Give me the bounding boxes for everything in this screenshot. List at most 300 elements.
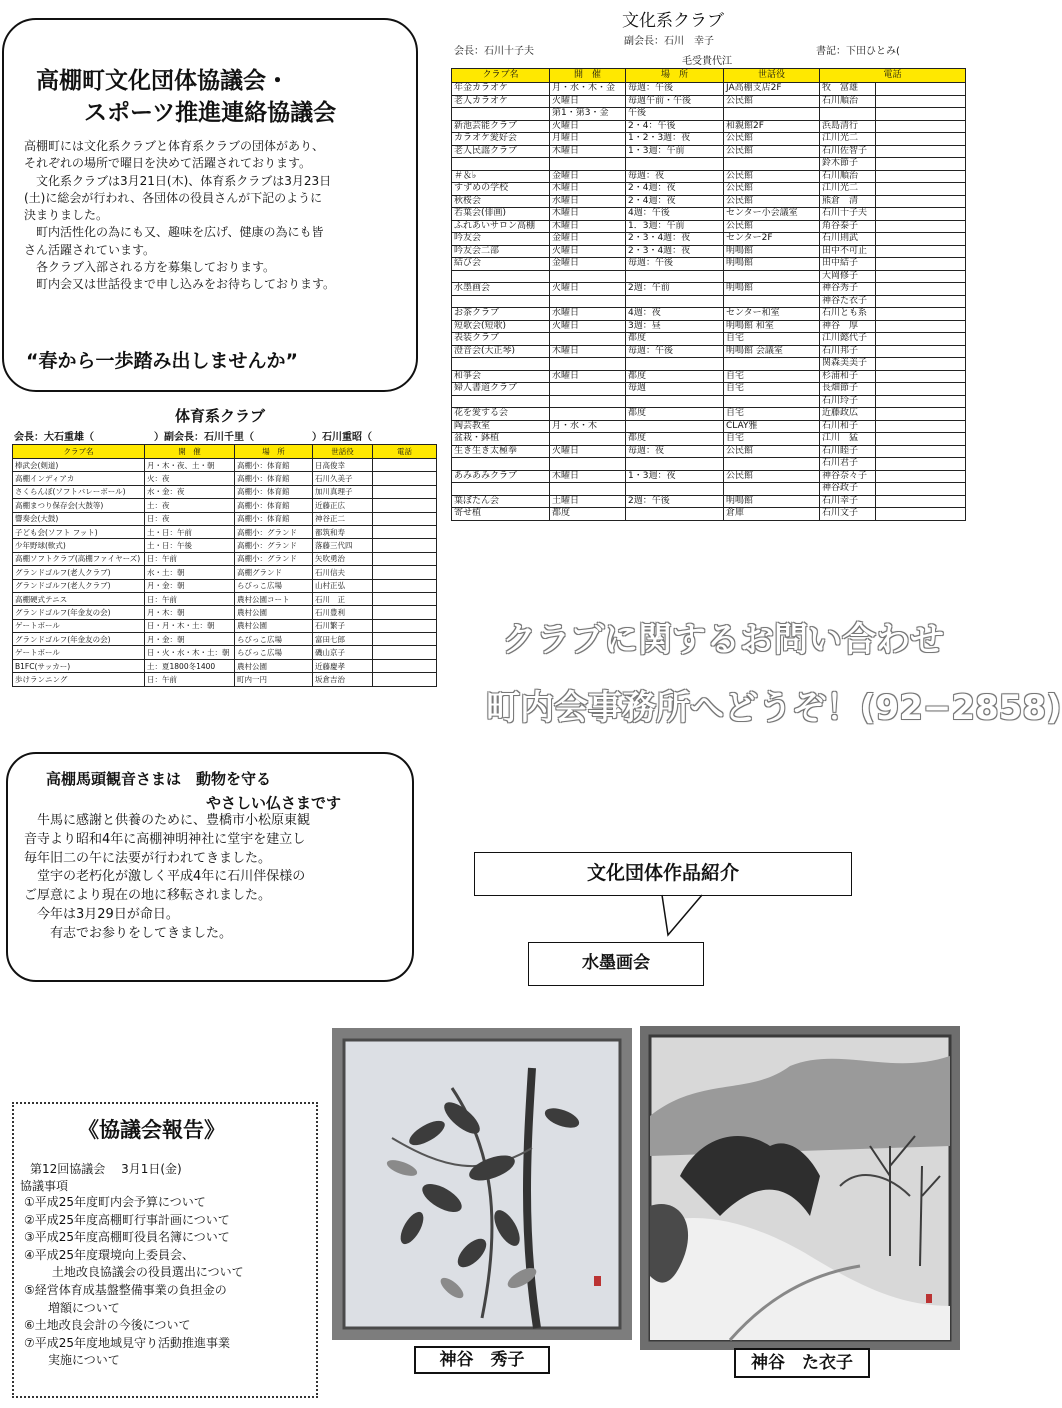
culture-table-cell: 明鳴館 会議室 [724,345,820,358]
culture-table-cell: お茶クラブ [452,308,550,321]
sports-header-row [13,445,437,459]
culture-table-cell [724,483,820,496]
culture-table-row [452,245,966,258]
culture-table-cell: 月曜日 [550,133,626,146]
culture-table-cell: 石川順治 [820,170,876,183]
sports-table-cell: 高棚小：グランド [235,539,313,552]
culture-table-row [452,170,966,183]
sports-table-cell: 高棚インディアカ [13,472,145,485]
culture-table-cell [452,295,550,308]
culture-vice2: 毛受貴代江 [682,56,732,67]
sports-table-cell [373,566,437,579]
culture-table-cell: 石川睦子 [820,445,876,458]
sports-title: 体育系クラブ [175,407,266,425]
kannon-line: 牛馬に感謝と供養のために、豊橋市小松原東観 [24,813,311,828]
culture-table-cell: 和親館2F [724,120,820,133]
culture-table-cell: 秋桜会 [452,195,550,208]
culture-chair: 会長：石川十子夫 [454,46,534,57]
sports-table-cell: 棒武会(剣道) [13,459,145,472]
culture-table-cell: 都度 [626,370,724,383]
sports-table-cell: 町内一円 [235,673,313,686]
culture-table-cell [876,108,966,121]
culture-table-row [452,95,966,108]
culture-table-row [452,483,966,496]
sports-table-row [13,619,437,632]
culture-table-cell: 1・3週：午前 [626,145,724,158]
intro-line: (土)に総会が行われ、各団体の役員さんが下記のように [24,190,323,205]
culture-table-cell [724,358,820,371]
culture-table-cell: 石川玲子 [820,395,876,408]
culture-table-cell: 午後 [626,108,724,121]
culture-table-cell: 毎週：夜 [626,445,724,458]
culture-table-cell: 都度 [626,433,724,446]
culture-table-cell: 水曜日 [550,308,626,321]
ink-painting-plant [332,1028,632,1340]
culture-table-row [452,258,966,271]
sports-table-cell: 富田七郎 [313,633,373,646]
culture-table-cell [724,270,820,283]
culture-table-cell: 婦人書道クラブ [452,383,550,396]
culture-table-cell: 神谷 厚 [820,320,876,333]
culture-table-cell [876,395,966,408]
culture-table-cell: 大岡修子 [820,270,876,283]
culture-table-cell [876,358,966,371]
sports-table-cell: 高棚小：グランド [235,552,313,565]
sports-table-cell: 高棚まつり保存会(大鼓等) [13,499,145,512]
sports-table-cell: 少年野球(軟式) [13,539,145,552]
culture-table-cell: 年金カラオケ [452,83,550,96]
culture-table-cell [452,458,550,471]
culture-table-cell: 火曜日 [550,283,626,296]
culture-table-cell: センター小会議室 [724,208,820,221]
sports-table-cell: 日：午前 [145,592,235,605]
culture-table-cell [626,420,724,433]
culture-table-cell [876,95,966,108]
sports-table-row [13,459,437,472]
culture-table-cell: あみあみクラブ [452,470,550,483]
intro-line: さん活躍されています。 [24,242,156,257]
sports-table-cell: らびっこ広場 [235,579,313,592]
sports-table-cell: グランドゴルフ(年金友の会) [13,633,145,646]
culture-secretary: 書記：下田ひとみ( [816,46,900,57]
kannon-line: 堂宇の老朽化が激しく平成4年に石川伴保様の [24,869,306,885]
culture-table-cell: 公民館 [724,195,820,208]
kannon-line: 今年は3月29日が命日。 [24,906,179,922]
sports-table-row [13,552,437,565]
sports-table-cell: 土：夏1800冬1400 [145,659,235,672]
culture-table-cell: 神谷た衣子 [820,295,876,308]
sports-table-cell: 月・木：朝 [145,606,235,619]
culture-table-cell [626,158,724,171]
artist-name-2: 神谷 た衣子 [734,1348,870,1378]
sports-table-cell: 農村公園 [235,619,313,632]
culture-table-row [452,233,966,246]
sports-vice: ）副会長：石川千里（ [154,432,254,443]
sports-table-cell [373,659,437,672]
culture-table-cell: 都度 [550,508,626,521]
sports-table-cell: らびっこ広場 [235,633,313,646]
sports-table-cell: 矢吹勇治 [313,552,373,565]
culture-table-cell: 2週：午後 [626,495,724,508]
culture-table-cell [550,395,626,408]
report-item: ①平成25年度町内会予算について [24,1195,206,1209]
sports-table-row [13,579,437,592]
culture-table-cell: 土曜日 [550,495,626,508]
intro-line: 各クラブ入部される方を募集しております。 [24,260,276,275]
culture-table-cell [876,283,966,296]
culture-table-row [452,370,966,383]
culture-table-cell: 金曜日 [550,233,626,246]
culture-table-cell [876,445,966,458]
culture-table-cell [876,258,966,271]
culture-table-cell: 若葉会(俳画) [452,208,550,221]
report-title: 《協議会報告》 [78,1118,225,1142]
culture-table-cell: 1・2・3週：夜 [626,133,724,146]
culture-table-cell [876,308,966,321]
sports-table-row [13,673,437,686]
culture-table-cell [876,408,966,421]
culture-table-cell: 3週：昼 [626,320,724,333]
culture-table-cell [876,270,966,283]
culture-table-row [452,108,966,121]
culture-table-cell: 毎週：午後 [626,345,724,358]
culture-table-row [452,83,966,96]
sports-table-cell: 日：午前 [145,673,235,686]
culture-table-cell: すずめの学校 [452,183,550,196]
culture-table-cell [452,358,550,371]
intro-line: 文化系クラブは3月21日(木)、体育系クラブは3月23日 [24,173,332,188]
culture-header-cell: 開 催 [550,69,626,83]
kannon-heading2: やさしい仏さまです [206,794,342,812]
culture-table-cell: 木曜日 [550,208,626,221]
culture-table-cell: 石川とも系 [820,308,876,321]
culture-table-cell: 金曜日 [550,258,626,271]
sports-table-cell: 石川 正 [313,592,373,605]
culture-table-row [452,145,966,158]
intro-title-line2: スポーツ推進連絡協議会 [84,100,337,126]
sports-table-cell [373,472,437,485]
culture-table-row [452,270,966,283]
intro-line: それぞれの場所で曜日を決めて活躍されております。 [24,156,312,171]
kannon-box [6,752,414,982]
culture-table-cell [452,483,550,496]
culture-table-cell [626,395,724,408]
sports-table-cell: 月・金：朝 [145,633,235,646]
culture-table-row [452,345,966,358]
culture-table-cell [452,395,550,408]
sports-table-cell: 高棚小：体育館 [235,472,313,485]
culture-table-cell: 澄音会(大正琴) [452,345,550,358]
culture-table-cell: 江川懿代子 [820,333,876,346]
culture-table-cell [626,508,724,521]
culture-table-cell: JA高棚支店2F [724,83,820,96]
sports-table-cell: グランドゴルフ(老人クラブ) [13,579,145,592]
culture-table-cell: 江川光二 [820,183,876,196]
kannon-body [24,812,310,944]
sports-table-cell [373,539,437,552]
culture-header-cell: 電話 [820,69,966,83]
culture-table-cell [876,158,966,171]
culture-table-cell: 月・水・木・金 [550,83,626,96]
culture-table-cell: 石川和子 [820,420,876,433]
culture-table-cell [876,483,966,496]
works-title-box: 文化団体作品紹介 [474,852,852,896]
intro-box [2,18,418,392]
culture-table-cell: 木曜日 [550,470,626,483]
contact-line2: 町内会事務所へどうぞ！(92−2858) [486,688,1062,728]
sports-table-cell: 歩けランニング [13,673,145,686]
sports-table-cell: 農村公園コート [235,592,313,605]
culture-table-cell [550,158,626,171]
culture-table-cell [876,345,966,358]
sports-header-cell: 場 所 [235,445,313,459]
culture-table-cell: 神谷奈々子 [820,470,876,483]
sports-table-row [13,539,437,552]
sports-table-cell: 石川信夫 [313,566,373,579]
sports-table-cell: 子ども会(ソフト フット) [13,525,145,538]
culture-table-cell: ふれあいサロン高棚 [452,220,550,233]
sports-table-row [13,659,437,672]
culture-table-cell: 都度 [626,333,724,346]
sports-table-cell: 土：夜 [145,499,235,512]
culture-table-cell: 4週：夜 [626,308,724,321]
artist-name-1: 神谷 秀子 [414,1346,550,1374]
report-item: ⑤経営体育成基盤整備事業の負担金の [24,1282,227,1297]
contact-line1: クラブに関するお問い合わせ [502,620,944,660]
culture-table-cell: 神谷政子 [820,483,876,496]
culture-table-row [452,333,966,346]
culture-table-cell [876,120,966,133]
culture-table-cell: 水曜日 [550,195,626,208]
sports-table-row [13,499,437,512]
intro-line: 高棚町には文化系クラブと体育系クラブの団体があり、 [24,139,325,153]
culture-table-cell [876,145,966,158]
culture-table-cell: 明鳴館 [724,245,820,258]
culture-table-cell [724,108,820,121]
culture-table-cell: 石川順治 [820,95,876,108]
sports-table-cell [373,646,437,659]
sports-table-cell: 高棚ソフトクラブ(高棚ファイヤーズ) [13,552,145,565]
culture-table-cell [724,158,820,171]
culture-table-cell: 牧 富雄 [820,83,876,96]
culture-table-cell: 結び会 [452,258,550,271]
culture-table-cell: 石川邦子 [820,345,876,358]
sports-table-cell [373,499,437,512]
culture-table-cell [876,233,966,246]
culture-table-cell: センター2F [724,233,820,246]
culture-table-cell [876,245,966,258]
culture-table-row [452,433,966,446]
sports-table-cell: 落藤三代四 [313,539,373,552]
culture-table-cell [876,458,966,471]
culture-table-cell: 1．3週：午前 [626,220,724,233]
culture-table-cell: 2・3・4週：夜 [626,245,724,258]
culture-table-cell: 鈴木節子 [820,158,876,171]
sports-table-cell: 高棚小：体育館 [235,485,313,498]
sports-table-cell: 響奏会(大鼓) [13,512,145,525]
sports-table-cell: グランドゴルフ(年金友の会) [13,606,145,619]
culture-table-row [452,133,966,146]
sports-table-cell [373,525,437,538]
culture-table-cell: 4週：午後 [626,208,724,221]
culture-table-cell [876,470,966,483]
culture-table-row [452,220,966,233]
sports-table-cell: さくらんぼ(ソフトバレーボール) [13,485,145,498]
culture-table-cell: 長畑節子 [820,383,876,396]
culture-table-cell: 明鳴館 和室 [724,320,820,333]
kannon-heading1: 高棚馬頭観音さまは 動物を守る [46,770,272,788]
sports-table-row [13,512,437,525]
culture-table-cell [876,133,966,146]
culture-table-row [452,195,966,208]
culture-table-cell: 自宅 [724,370,820,383]
sports-table-cell: 高棚グランド [235,566,313,579]
sports-table-cell: 日：夜 [145,512,235,525]
culture-header-cell: クラブ名 [452,69,550,83]
sports-table-cell: 山村正弘 [313,579,373,592]
report-item: 増額について [24,1300,120,1315]
sports-table-cell [373,579,437,592]
sports-table-cell: 土・日：午後 [145,539,235,552]
sports-table-cell: 水・土：朝 [145,566,235,579]
culture-table-cell: 公民館 [724,470,820,483]
intro-line: 決まりました。 [24,208,109,223]
culture-table-cell: 神谷秀子 [820,283,876,296]
culture-table-cell: 老人民謡クラブ [452,145,550,158]
sports-header-cell: クラブ名 [13,445,145,459]
culture-table-cell: 田中不可止 [820,245,876,258]
culture-table-cell [876,433,966,446]
report-item: ④平成25年度環境向上委員会、 [24,1247,195,1262]
report-meeting: 第12回協議会 3月1日(金) [30,1162,182,1176]
culture-table-cell: 2・4：午後 [626,120,724,133]
sports-table-cell: 月・金：朝 [145,579,235,592]
culture-vice: 副会長：石川 幸子 [624,36,714,47]
sports-secretary: ）石川重昭（ [312,432,372,443]
culture-table-cell [452,270,550,283]
culture-table-cell: 金曜日 [550,170,626,183]
sports-chair: 会長：大石重雄（ [14,432,94,443]
culture-table-cell [550,433,626,446]
sports-table-row [13,472,437,485]
culture-table-cell: 盆栽・鉢植 [452,433,550,446]
culture-table-cell [876,370,966,383]
culture-table-cell: 公民館 [724,170,820,183]
culture-table-cell: 火曜日 [550,95,626,108]
sports-table-cell: 高棚小：グランド [235,525,313,538]
culture-table-cell: 公民館 [724,95,820,108]
sports-table-cell: 日・月・木・土：朝 [145,619,235,632]
sports-table-cell: 日高俊幸 [313,459,373,472]
report-items [24,1194,244,1370]
culture-table-cell: ＃＆♭ [452,170,550,183]
culture-table-cell: 石川則武 [820,233,876,246]
culture-table-cell: 公民館 [724,145,820,158]
culture-table-row [452,395,966,408]
intro-slogan: “春から一歩踏み出しませんか” [26,350,298,372]
culture-table-cell: 熊倉 清 [820,195,876,208]
report-agenda-label: 協議事項 [20,1179,69,1193]
sports-table-row [13,566,437,579]
culture-table-cell: 2・4週：夜 [626,183,724,196]
culture-table-cell: 毎週：午後 [626,83,724,96]
sports-table-cell: 日：午前 [145,552,235,565]
culture-table-cell: 火曜日 [550,320,626,333]
culture-table-cell: 近藤政広 [820,408,876,421]
sports-table-cell [373,512,437,525]
culture-table-cell: 浜島清行 [820,120,876,133]
culture-table-cell [550,383,626,396]
culture-table-cell: 石川君子 [820,458,876,471]
culture-table-cell [550,333,626,346]
culture-table-cell: 寄せ植 [452,508,550,521]
intro-body [24,138,408,294]
kannon-line: ご厚意により現在の地に移転されました。 [24,888,272,904]
sports-table-cell [373,619,437,632]
sports-table-cell: 磯山京子 [313,646,373,659]
culture-table-cell [626,295,724,308]
sports-table-cell: 石川豊利 [313,606,373,619]
culture-table-cell: 江川 猛 [820,433,876,446]
culture-table-cell [550,295,626,308]
culture-table-row [452,120,966,133]
culture-table-row [452,183,966,196]
culture-table-cell: 公民館 [724,445,820,458]
culture-table-row [452,408,966,421]
report-item: ③平成25年度高棚町役員名簿について [24,1230,230,1245]
sports-table-cell: らびっこ広場 [235,646,313,659]
culture-table-cell: 倉庫 [724,508,820,521]
culture-table-cell: 木曜日 [550,183,626,196]
sports-table-row [13,485,437,498]
report-item: ②平成25年度高棚町行事計画について [24,1212,230,1227]
sports-table-cell: 石川久美子 [313,472,373,485]
culture-table-cell: 火曜日 [550,245,626,258]
sports-table-cell: ゲートボール [13,619,145,632]
culture-table-cell: 木曜日 [550,145,626,158]
kannon-line: 有志でお参りをしてきました。 [24,925,233,941]
culture-table-cell: 明鳴館 [724,283,820,296]
culture-table-row [452,458,966,471]
culture-table-cell: 木曜日 [550,220,626,233]
sports-table-row [13,606,437,619]
culture-table-cell: 2週：午前 [626,283,724,296]
culture-club-table [451,68,966,521]
sports-table-row [13,525,437,538]
culture-table-cell: 石川文子 [820,508,876,521]
culture-table-cell [876,183,966,196]
culture-table-cell: 都度 [626,408,724,421]
culture-table-cell [626,483,724,496]
sports-table-row [13,592,437,605]
culture-table-row [452,495,966,508]
culture-table-cell [550,458,626,471]
culture-table-cell [724,295,820,308]
culture-table-cell: 明鳴館 [724,258,820,271]
culture-table-cell [876,208,966,221]
culture-table-cell [876,295,966,308]
culture-table-cell [724,458,820,471]
culture-table-row [452,208,966,221]
culture-table-cell: 毎週午前・午後 [626,95,724,108]
culture-table-cell [876,420,966,433]
culture-header-cell: 場 所 [626,69,724,83]
culture-table-cell [452,158,550,171]
culture-table-row [452,158,966,171]
sports-table-cell: 月・木・夜、土・朝 [145,459,235,472]
sports-header-cell: 開 催 [145,445,235,459]
works-group-label: 水墨画会 [528,942,704,986]
